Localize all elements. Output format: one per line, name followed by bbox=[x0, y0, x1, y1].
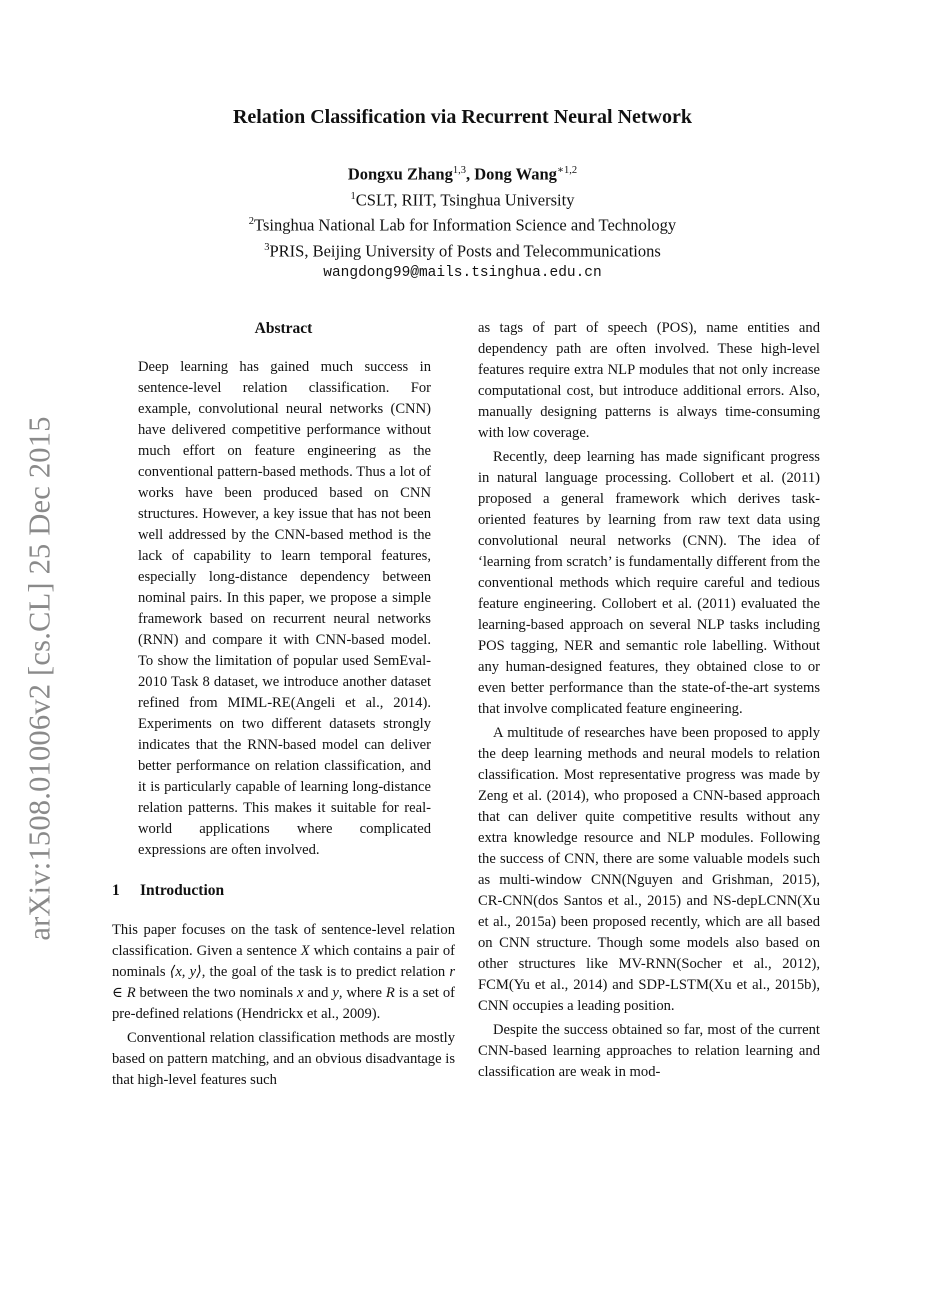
affiliation-marker: 2 bbox=[248, 216, 255, 227]
author-affiliation-marker: ∗1,2 bbox=[556, 165, 578, 176]
right-column bbox=[478, 318, 820, 1083]
section-heading-introduction bbox=[112, 880, 455, 901]
paragraph bbox=[112, 920, 455, 1025]
paragraph-continuation: as tags of part of speech (POS), name entities and dependency path are often involved. These high-level features require extra NLP modules that not only increase computational cost, but introduce additional errors. Also, manually designing patterns is always time-consuming with low coverage. bbox=[478, 320, 820, 441]
paragraph: Conventional relation classification methods are mostly based on pattern matching, and an obvious disadvantage is that high-level features such bbox=[112, 1030, 455, 1088]
author-name: Dong Wang bbox=[474, 164, 557, 184]
text-run: , where bbox=[338, 985, 386, 1001]
author-block bbox=[0, 160, 925, 284]
introduction-left-text bbox=[112, 920, 455, 1091]
author-affiliation-marker: 1,3 bbox=[452, 165, 466, 176]
affiliation-text: PRIS, Beijing University of Posts and Telecommunications bbox=[269, 241, 661, 260]
arxiv-id-text: arXiv:1508.01006v2 [cs.CL] 25 Dec 2015 bbox=[22, 415, 57, 941]
text-run: is a set of pre-defined relations (Hendrickx et al., 2009). bbox=[112, 985, 455, 1022]
math-expression: ⟨x, y⟩ bbox=[169, 964, 202, 980]
abstract-heading: Abstract bbox=[254, 320, 313, 337]
math-symbol: y bbox=[332, 985, 339, 1001]
section-number: 1 bbox=[112, 882, 120, 899]
affiliation bbox=[0, 186, 925, 212]
affiliation-text: Tsinghua National Lab for Information Science and Technology bbox=[254, 215, 677, 235]
left-column bbox=[112, 318, 455, 1091]
paper-title: Relation Classification via Recurrent Neural Network bbox=[232, 106, 692, 128]
affiliation-text: CSLT, RIIT, Tsinghua University bbox=[355, 190, 575, 209]
author-email: wangdong99@mails.tsinghua.edu.cn bbox=[323, 265, 602, 281]
text-run: and bbox=[303, 985, 333, 1001]
paragraph: A multitude of researches have been proposed to apply the deep learning methods and neural models to relation classification. Most representative progress was made by Zeng et al. (2014), who proposed a CNN-based approach that can deliver quite competitive results without any extra knowledge resource and NLP modules. Following the success of CNN, there are some valuable models such as multi-window CNN(Nguyen and Grishman, 2015), CR-CNN(dos Santos et al., 2015) and NS-depLCNN(Xu et al., 2015a) been proposed recently, which are all based on CNN structure. Though some models also based on other structures like MV-RNN(Socher et al., 2012), FCM(Yu et al., 2014) and SDP-LSTM(Xu et al., 2015b), CNN occupies a leading position. bbox=[478, 725, 820, 1014]
text-run: This paper focuses on the task of sentence-level relation classification. Given a sentence bbox=[112, 922, 455, 959]
affiliation-marker: 3 bbox=[264, 241, 270, 253]
affiliation bbox=[0, 211, 925, 237]
text-run: which contains a pair of nominals bbox=[112, 943, 455, 980]
abstract-body: Deep learning has gained much success in sentence-level relation classification. For example, convolutional neural networks (CNN) have delivered competitive performance without much effort on feature engineering as the conventional pattern-based methods. Thus a lot of works have been produced based on CNN structures. However, a key issue that has not been well addressed by the CNN-based method is the lack of capability to learn temporal features, especially long-distance dependency between nominal pairs. In this paper, we propose a simple framework based on recurrent neural networks (RNN) and compare it with CNN-based model. To show the limitation of popular used SemEval-2010 Task 8 dataset, we introduce another dataset refined from MIML-RE(Angeli et al., 2014). Experiments on two different datasets strongly indicates that the RNN-based model can deliver better performance on relation classification, and it is particularly capable of learning long-distance relation patterns. This makes it suitable for real-world applications where complicated expressions are often involved. bbox=[138, 359, 431, 858]
author-separator: , bbox=[465, 164, 475, 184]
author-names bbox=[0, 160, 925, 186]
arxiv-identifier-stamp bbox=[20, 404, 60, 952]
author-name: Dongxu Zhang bbox=[347, 164, 453, 184]
paragraph: Recently, deep learning has made significant progress in natural language processing. Collobert et al. (2011) proposed a general framework which derives task-oriented features by learning from raw text data using convolutional neural networks (CNN). The idea of ‘learning from scratch’ is fundamentally different from the conventional methods which require careful and tedious feature engineering. Collobert et al. (2011) evaluated the learning-based approach on several NLP tasks including POS tagging, NER and semantic role labelling. Without any human-designed features, they obtained close to or even better performance than the state-of-the-art systems that involve complicated feature engineering. bbox=[478, 449, 820, 717]
math-symbol: x bbox=[296, 985, 304, 1001]
paragraph: Despite the success obtained so far, most of the current CNN-based learning approaches to relation learning and classification are weak in mod- bbox=[478, 1022, 820, 1080]
math-expression: r ∈ R bbox=[112, 964, 455, 1001]
math-symbol: R bbox=[385, 985, 395, 1001]
section-title: Introduction bbox=[140, 882, 225, 899]
text-run: , the goal of the task is to predict relation bbox=[201, 964, 450, 980]
text-run: between the two nominals bbox=[135, 985, 297, 1001]
math-symbol: X bbox=[300, 943, 310, 959]
affiliation bbox=[0, 237, 925, 263]
affiliation-marker: 1 bbox=[350, 190, 356, 202]
